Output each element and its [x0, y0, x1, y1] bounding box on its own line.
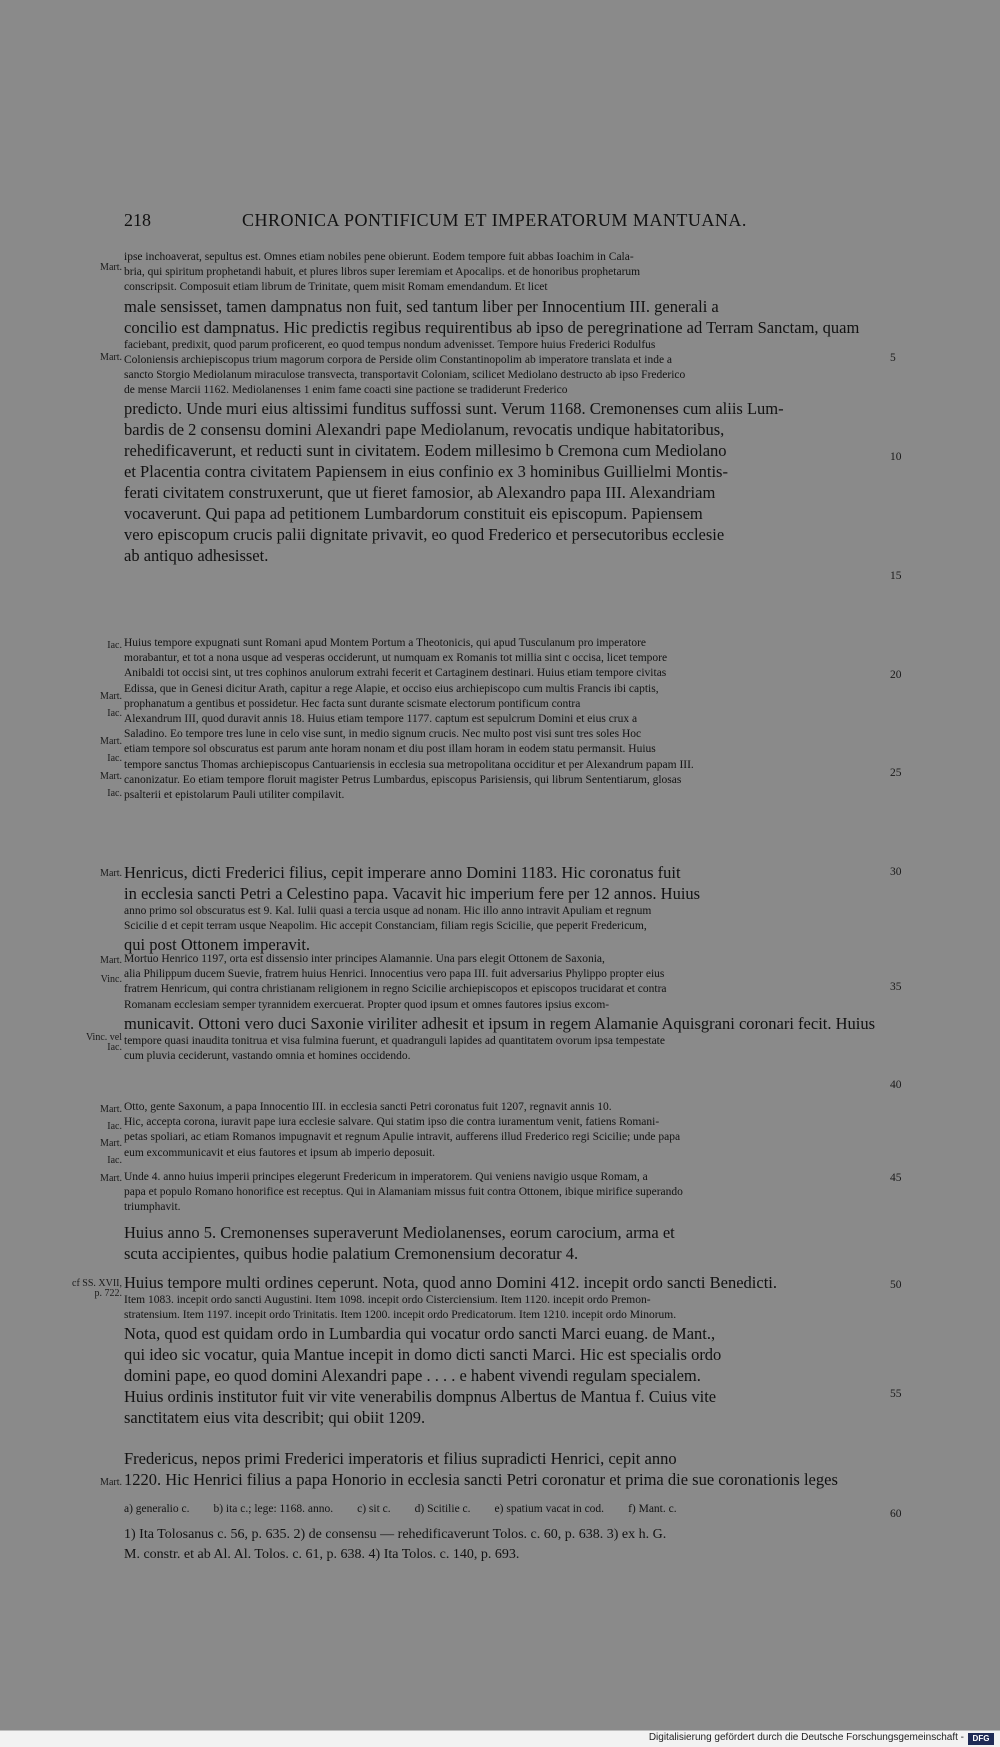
text-line: in ecclesia sancti Petri a Celestino papa. Vacavit hic imperium fere per 12 annos. Huius — [124, 884, 701, 903]
text-line: Mortuo Henrico 1197, orta est dissensio inter principes Alamannie. Una pars elegit Ottonem de Saxonia, — [124, 953, 605, 965]
text-block-1 — [124, 250, 890, 566]
apparatus-note: d) Scitilie c. — [414, 1503, 471, 1515]
margin-source-note: Iac. — [107, 1121, 122, 1132]
footnotes — [124, 1503, 914, 1565]
text-line: stratensium. Item 1197. incepit ordo Trinitatis. Item 1200. incepit ordo Predicatorum. Item 1210. incepit ordo Minorum. — [124, 1309, 677, 1322]
text-line: petas spoliari, ac etiam Romanos impugnavit et regnum Apulie intravit, aufferens illud Frederico regi Scicilie; unde papa — [124, 1131, 681, 1144]
margin-source-note: Mart. — [100, 955, 122, 966]
text-block-7 — [124, 1222, 890, 1264]
margin-source-note: Iac. — [107, 708, 122, 719]
margin-source-note: Mart. — [100, 262, 122, 273]
text-line: papa et populo Romano honorifice est receptus. Qui in Alamaniam missus fuit contra Ottonem, ibique mirifice superando — [124, 1186, 683, 1199]
footer-text: Digitalisierung gefördert durch die Deutsche Forschungsgemeinschaft - — [648, 1732, 964, 1743]
line-number: 25 — [890, 767, 902, 779]
margin-source-note: Iac. — [107, 1042, 122, 1053]
text-line: fratrem Henricum, qui contra christianam religionem in regno Scicilie archiepiscopos et episcopos trucidarat et contra — [124, 983, 667, 996]
margin-source-note: Mart. — [100, 868, 122, 879]
margin-source-note: Mart. — [100, 1104, 122, 1115]
text-line: Otto, gente Saxonum, a papa Innocentio III. in ecclesia sancti Petri coronatus fuit 1207, regnavit annis 10. — [124, 1101, 612, 1113]
running-header — [124, 210, 924, 240]
line-number: 40 — [890, 1079, 902, 1091]
margin-source-note: Mart. — [100, 736, 122, 747]
text-line: Item 1083. incepit ordo sancti Augustini. Item 1098. incepit ordo Cisterciensium. Item 1120. incepit ordo Premon- — [124, 1294, 651, 1306]
margin-source-note: Iac. — [107, 788, 122, 799]
line-number: 50 — [890, 1279, 902, 1291]
dfg-logo-icon: DFG — [968, 1733, 994, 1745]
line-number: 30 — [890, 866, 902, 878]
text-line: scuta accipientes, quibus hodie palatium Cremonensium decoratur 4. — [124, 1244, 579, 1263]
text-line: ipse inchoaverat, sepultus est. Omnes etiam nobiles pene obierunt. Eodem tempore fuit abbas Ioachim in Cala- — [124, 251, 634, 263]
line-number: 60 — [890, 1508, 902, 1520]
apparatus-note: c) sit c. — [357, 1503, 391, 1515]
text-line: eum excommunicavit et eius fautores et ipsum ab imperio deposuit. — [124, 1146, 436, 1159]
text-line: bria, qui spiritum prophetandi habuit, et plures libros super Ieremiam et Apocalips. et de honoribus prophetarum — [124, 266, 641, 279]
text-line: faciebant, predixit, quod parum proficerent, eo quod tempus nondum advenisset. Tempore huius Frederici Rodulfus — [124, 338, 656, 351]
margin-source-note: Mart. — [100, 1138, 122, 1149]
apparatus-note: b) ita c.; lege: 1168. anno. — [213, 1503, 334, 1515]
margin-source-note: Iac. — [107, 1155, 122, 1166]
margin-source-note: Vinc. — [100, 974, 122, 985]
text-line: qui ideo sic vocatur, quia Mantue incepit in domo dicti sancti Marci. Hic est specialis ordo — [124, 1345, 722, 1365]
text-line: 1220. Hic Henrici filius a papa Honorio in ecclesia sancti Petri coronatur et prima die sue coronationis leges — [124, 1470, 838, 1489]
text-block-2 — [124, 636, 890, 803]
text-block-8 — [124, 1272, 890, 1428]
text-line: canonizatur. Eo etiam tempore floruit magister Petrus Lumbardus, episcopus Parisiensis, qui librum Sententiarum, glosas — [124, 773, 682, 786]
text-line: rehedificaverunt, et reducti sunt in civitatem. Eodem millesimo b Cremona cum Mediolano — [124, 441, 727, 461]
text-block-5 — [124, 1100, 890, 1161]
source-note-line: M. constr. et ab Al. Al. Tolos. c. 61, p. 638. 4) Ita Tolos. c. 140, p. 693. — [124, 1547, 520, 1562]
line-number: 10 — [890, 451, 902, 463]
text-line: Huius tempore multi ordines ceperunt. Nota, quod anno Domini 412. incepit ordo sancti Benedicti. — [124, 1273, 777, 1292]
margin-source-note: Iac. — [107, 753, 122, 764]
text-line: Alexandrum III, quod duravit annis 18. Huius etiam tempore 1177. captum est sepulcrum Domini et eius crux a — [124, 712, 638, 725]
text-line: Huius tempore expugnati sunt Romani apud Montem Portum a Theotonicis, qui apud Tusculanum pro imperatore — [124, 637, 647, 649]
text-block-3 — [124, 862, 890, 955]
text-line: Henricus, dicti Frederici filius, cepit imperare anno Domini 1183. Hic coronatus fuit — [124, 863, 681, 882]
text-line: alia Philippum ducem Suevie, fratrem huius Henrici. Innocentius vero papa III. fuit adversarius Phylippo propter eius — [124, 968, 665, 981]
text-line: tempore quasi inaudita tonitrua et visa fulmina fuerunt, et quadranguli lapides ad quantitatem ovorum ipsa tempestate — [124, 1034, 665, 1047]
text-block-6 — [124, 1170, 890, 1216]
text-line: bardis de 2 consensu domini Alexandri pape Mediolanum, revocatis undique habitatoribus, — [124, 420, 725, 440]
text-line: vocaverunt. Qui papa ad petitionem Lumbardorum constituit eis episcopum. Papiensem — [124, 504, 703, 524]
text-line: etiam tempore sol obscuratus est parum ante horam nonam et diu post illam horam in eodem statu permansit. Huius — [124, 743, 656, 756]
text-line: vero episcopum crucis palii dignitate privavit, eo quod Frederico et persecutoribus ecclesie — [124, 525, 725, 545]
source-notes — [124, 1525, 914, 1565]
text-line: prophanatum a gentibus et possidetur. Hec facta sunt durante scismate electorum pontificum contra — [124, 697, 581, 710]
text-line: ferati civitatem construxerunt, que ut fieret famosior, ab Alexandro papa III. Alexandriam — [124, 483, 716, 503]
text-line: Scicilie d et cepit terram usque Neapolim. Hic accepit Constanciam, filiam regis Scicilie, que peperit Fredericum, — [124, 920, 647, 933]
margin-source-note: Mart. — [100, 1477, 122, 1488]
apparatus-notes — [124, 1503, 914, 1515]
margin-source-note: p. 722. — [94, 1288, 122, 1299]
text-line: sancto Storgio Mediolanum miraculose transvecta, transportavit Coloniam, scilicet Mediolano destructo ab ipso Frederico — [124, 368, 686, 381]
text-line: Unde 4. anno huius imperii principes elegerunt Fredericum in imperatorem. Qui veniens navigio usque Romam, a — [124, 1171, 648, 1183]
line-number: 45 — [890, 1172, 902, 1184]
text-line: concilio est dampnatus. Hic predictis regibus requirentibus ab ipso de peregrinatione ad Terram Sanctam, quam — [124, 317, 860, 337]
text-line: et Placentia contra civitatem Papiensem in eius confinio ex 3 hominibus Guillielmi Montis- — [124, 462, 728, 482]
margin-source-note: Vinc. vel — [85, 1032, 122, 1043]
text-line: predicto. Unde muri eius altissimi funditus suffossi sunt. Verum 1168. Cremonenses cum aliis Lum- — [124, 399, 784, 419]
text-line: Fredericus, nepos primi Frederici imperatoris et filius supradicti Henrici, cepit anno — [124, 1449, 677, 1468]
text-line: Coloniensis archiepiscopus trium magorum corpora de Perside olim Constantinopolim ab imperatore translata et inde a — [124, 353, 673, 366]
text-line: Anibaldi tot occisi sint, ut tres cophinos anulorum extrahi fecerit et Cartaginem destinari. Huius etiam tempore civitas — [124, 667, 667, 680]
text-line: municavit. Ottoni vero duci Saxonie viriliter adhesit et ipsum in regem Alamanie Aquisgrani coronari fecit. Huius — [124, 1013, 876, 1033]
text-line: Edissa, que in Genesi dicitur Arath, capitur a rege Alapie, et occiso eius archiepiscopo cum multis Francis ibi captis, — [124, 682, 659, 695]
text-line: Saladino. Eo tempore tres lune in celo vise sunt, in medio signum crucis. Nec multo post visi sunt tres soles Hoc — [124, 728, 642, 741]
text-line: morabantur, et tot a nona usque ad vesperas occiderunt, ut numquam ex Romanis tot millia sint c occisa, licet tempore — [124, 652, 668, 665]
text-line: sanctitatem eius vita describit; qui obiit 1209. — [124, 1408, 426, 1428]
page-number: 218 — [124, 210, 151, 230]
text-line: de mense Marcii 1162. Mediolanenses 1 enim fame coacti sine pactione se tradiderunt Frederico — [124, 384, 568, 397]
text-line: qui post Ottonem imperavit. — [124, 935, 311, 955]
text-line: Nota, quod est quidam ordo in Lumbardia qui vocatur ordo sancti Marci euang. de Mant., — [124, 1324, 716, 1344]
margin-source-note: Mart. — [100, 352, 122, 363]
source-note-line: 1) Ita Tolosanus c. 56, p. 635. 2) de consensu — rehedificaverunt Tolos. c. 60, p. 638. 3) ex h. G. — [124, 1527, 667, 1542]
text-line: ab antiquo adhesisset. — [124, 546, 269, 566]
apparatus-note: f) Mant. c. — [628, 1503, 677, 1515]
text-line: psalterii et epistolarum Pauli utiliter compilavit. — [124, 788, 345, 801]
line-number: 35 — [890, 981, 902, 993]
text-line: Romanam ecclesiam semper tyrannidem exercuerat. Propter quod ipsum et omnes fautores ipsius excom- — [124, 998, 610, 1011]
margin-source-note: Mart. — [100, 691, 122, 702]
digitization-footer — [0, 1730, 1000, 1747]
text-line: triumphavit. — [124, 1201, 181, 1214]
running-title: CHRONICA PONTIFICUM ET IMPERATORUM MANTUANA. — [242, 210, 747, 230]
margin-source-note: Iac. — [107, 640, 122, 651]
line-number: 55 — [890, 1388, 902, 1400]
text-line: tempore sanctus Thomas archiepiscopus Cantuariensis in ecclesia sua metropolitana occiditur et per Alexandrum papam III. — [124, 758, 694, 771]
line-number: 20 — [890, 669, 902, 681]
margin-source-note: cf SS. XVII, — [72, 1278, 122, 1289]
text-line: domini pape, eo quod domini Alexandri pape . . . . e habent vivendi regulam specialem. — [124, 1366, 701, 1386]
text-line: cum pluvia ceciderunt, vastando omnia et homines occidendo. — [124, 1049, 411, 1062]
text-line: Huius ordinis institutor fuit vir vite venerabilis dompnus Albertus de Mantua f. Cuius vite — [124, 1387, 717, 1407]
text-block-9 — [124, 1448, 890, 1490]
margin-source-note: Mart. — [100, 1173, 122, 1184]
apparatus-note: a) generalio c. — [124, 1503, 190, 1515]
line-number: 15 — [890, 570, 902, 582]
text-line: male sensisset, tamen dampnatus non fuit, sed tantum liber per Innocentium III. generali a — [124, 296, 719, 316]
margin-source-note: Mart. — [100, 771, 122, 782]
text-line: conscripsit. Composuit etiam librum de Trinitate, quem misit Romam emendandum. Et licet — [124, 281, 548, 294]
apparatus-note: e) spatium vacat in cod. — [494, 1503, 605, 1515]
line-number: 5 — [890, 352, 896, 364]
text-block-4 — [124, 952, 890, 1064]
text-line: Huius anno 5. Cremonenses superaverunt Mediolanenses, eorum carocium, arma et — [124, 1223, 675, 1242]
text-line: Hic, accepta corona, iuravit pape iura ecclesie salvare. Qui statim ipso die contra iuramentum venit, fatiens Romani- — [124, 1116, 660, 1129]
text-line: anno primo sol obscuratus est 9. Kal. Iulii quasi a tercia usque ad nonam. Hic illo anno intravit Apuliam et regnum — [124, 905, 652, 917]
